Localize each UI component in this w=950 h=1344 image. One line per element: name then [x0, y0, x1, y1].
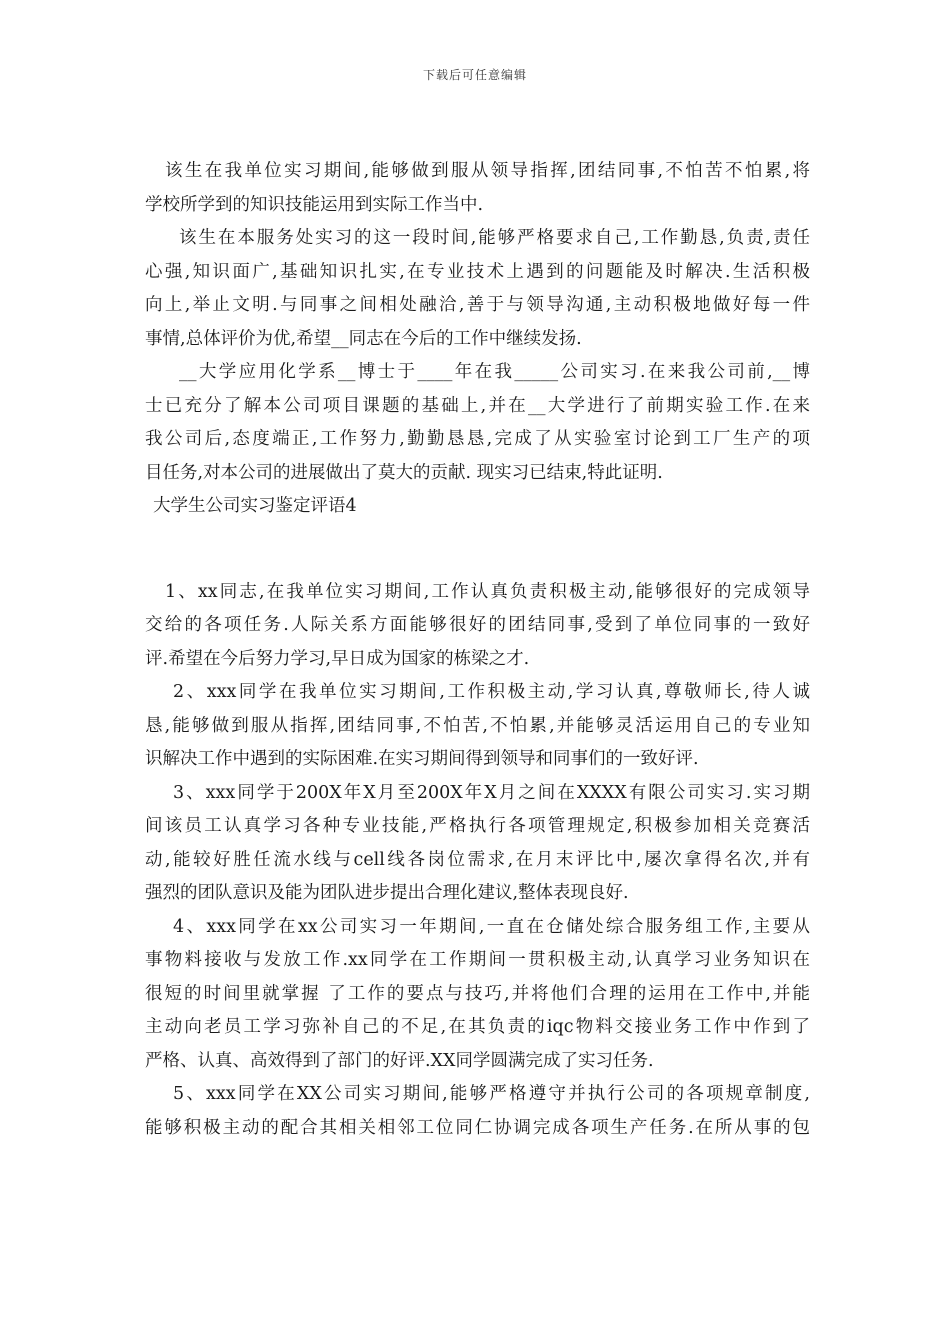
list-item [145, 911, 810, 1079]
text-line: 1、xx同志,在我单位实习期间,工作认真负责积极主动,能够很好的完成领导 [165, 581, 810, 602]
text-line: __大学应用化学系__博士于____年在我_____公司实习.在来我公司前,__博 [179, 362, 810, 382]
text-line: 3、xxx同学于200X年X月至200X年X月之间在XXXX有限公司实习.实习期 [173, 782, 810, 803]
text-line: 心强,知识面广,基础知识扎实,在专业技术上遇到的问题能及时解决.生活积极 [145, 261, 810, 282]
text-line: 主动向老员工学习弥补自己的不足,在其负责的iqc物料交接业务工作中作到了 [145, 1017, 810, 1037]
text-line: 事物料接收与发放工作.xx同学在工作期间一贯积极主动,认真学习业务知识在 [145, 950, 810, 970]
text-line: 该生在我单位实习期间,能够做到服从领导指挥,团结同事,不怕苦不怕累,将 [165, 161, 810, 181]
text-line: 恳,能够做到服从指挥,团结同事,不怕苦,不怕累,并能够灵活运用自己的专业知 [145, 715, 810, 736]
text-line: 士已充分了解本公司项目课题的基础上,并在__大学进行了前期实验工作.在来 [145, 395, 810, 416]
section-title: 大学生公司实习鉴定评语4 [153, 496, 357, 516]
list-item [145, 576, 810, 677]
text-line: 我公司后,态度端正,工作努力,勤勤恳恳,完成了从实验室讨论到工厂生产的项 [145, 429, 810, 449]
list-item [145, 777, 810, 911]
text-line: 很短的时间里就掌握 了工作的要点与技巧,并将他们合理的运用在工作中,并能 [145, 983, 810, 1004]
text-line: 能够积极主动的配合其相关相邻工位同仁协调完成各项生产任务.在所从事的包 [145, 1117, 810, 1138]
text-line: 识解决工作中遇到的实际困难.在实习期间得到领导和同事们的一致好评. [145, 749, 699, 769]
paragraph [145, 222, 810, 356]
document-body [145, 155, 810, 1145]
text-line: 间该员工认真学习各种专业技能,严格执行各项管理规定,积极参加相关竞赛活 [145, 816, 810, 836]
text-line: 学校所学到的知识技能运用到实际工作当中. [145, 194, 484, 215]
text-line: 严格、认真、高效得到了部门的好评.XX同学圆满完成了实习任务. [145, 1050, 654, 1071]
text-line: 5、xxx同学在XX公司实习期间,能够严格遵守并执行公司的各项规章制度, [173, 1084, 810, 1104]
paragraph [145, 155, 810, 222]
text-line: 强烈的团队意识及能为团队进步提出合理化建议,整体表现良好. [145, 883, 629, 903]
text-line: 交给的各项任务.人际关系方面能够很好的团结同事,受到了单位同事的一致好 [145, 615, 810, 635]
text-line: 2、xxx同学在我单位实习期间,工作积极主动,学习认真,尊敬师长,待人诚 [173, 682, 810, 702]
list-item [145, 676, 810, 777]
text-line: 动,能较好胜任流水线与cell线各岗位需求,在月末评比中,屡次拿得名次,并有 [145, 849, 810, 870]
text-line: 向上,举止文明.与同事之间相处融洽,善于与领导沟通,主动积极地做好每一件 [145, 295, 810, 315]
text-line: 4、xxx同学在xx公司实习一年期间,一直在仓储处综合服务组工作,主要从 [173, 916, 810, 937]
blank-gap [145, 524, 810, 576]
paragraph [145, 356, 810, 490]
list-item [145, 1078, 810, 1145]
text-line: 评.希望在今后努力学习,早日成为国家的栋梁之才. [145, 648, 530, 669]
text-line: 目任务,对本公司的进展做出了莫大的贡献. 现实习已结束,特此证明. [145, 462, 663, 483]
page-header: 下载后可任意编辑 [422, 68, 527, 82]
text-line: 事情,总体评价为优,希望__同志在今后的工作中继续发扬. [145, 328, 582, 349]
text-line: 该生在本服务处实习的这一段时间,能够严格要求自己,工作勤恳,负责,责任 [179, 228, 810, 248]
